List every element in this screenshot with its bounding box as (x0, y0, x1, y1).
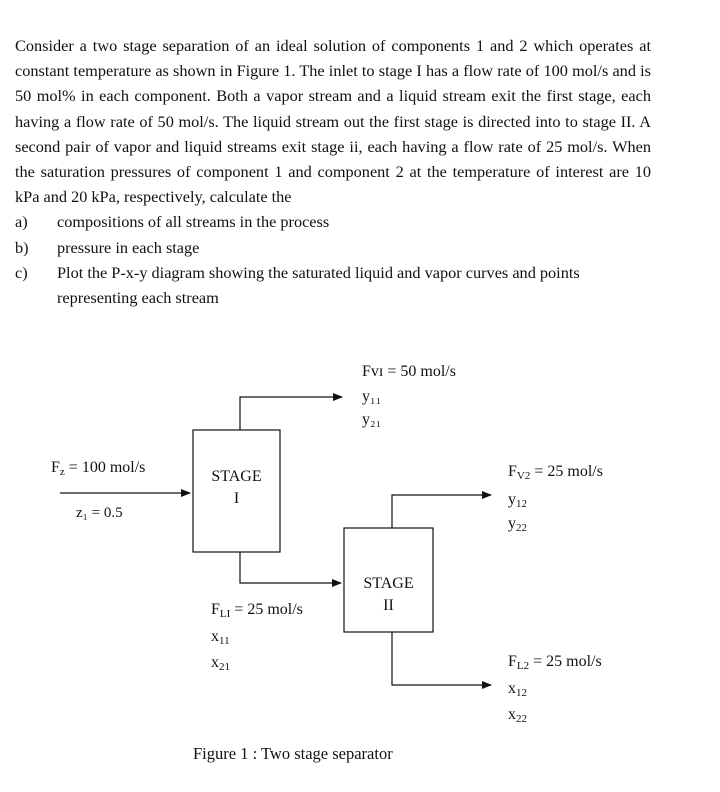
liquid-1-flow-subscript: LI (219, 608, 231, 620)
liquid-1-stream-arrow (240, 552, 341, 583)
liquid-2-flow-subscript: L2 (516, 660, 530, 672)
liquid-1-x1-subscript: 11 (219, 635, 230, 647)
question-b-mark: b) (15, 237, 29, 257)
liquid-2-x1-subscript: 12 (516, 687, 527, 699)
vapor-2-y1-label (508, 492, 527, 510)
stage-2-label (344, 573, 433, 617)
liquid-1-x2-symbol: x (211, 654, 219, 671)
liquid-1-flow-value: = 25 mol/s (230, 601, 303, 618)
liquid-2-x2-subscript: 22 (516, 713, 527, 725)
feed-flow-value: = 100 mol/s (64, 459, 146, 476)
question-b-text: pressure in each stage (57, 237, 200, 257)
liquid-2-x2-label (508, 707, 527, 725)
question-c-text: Plot the P-x-y diagram showing the saturated liquid and vapor curves and points representing each stream (57, 262, 580, 308)
stage-1-label-line2: I (233, 490, 240, 507)
liquid-2-x1-label (508, 681, 527, 699)
liquid-1-x2-subscript: 21 (219, 661, 230, 673)
liquid-1-x2-label (211, 655, 230, 673)
liquid-1-x1-label (211, 629, 230, 647)
vapor-2-stream-arrow (392, 495, 491, 528)
vapor-2-flow-symbol: F (508, 463, 517, 480)
vapor-2-y1-symbol: y (508, 491, 516, 508)
liquid-2-stream-arrow (392, 632, 491, 685)
vapor-2-y1-subscript: 12 (516, 498, 527, 510)
liquid-1-x1-symbol: x (211, 628, 219, 645)
feed-flow-label (51, 460, 145, 478)
feed-flow-symbol: F (51, 459, 60, 476)
liquid-2-x1-symbol: x (508, 680, 516, 697)
vapor-1-stream-arrow (240, 397, 342, 430)
problem-paragraph: Consider a two stage separation of an ideal solution of components 1 and 2 which operates at constant temperature as shown in Figure 1. The inlet to stage I has a flow rate of 100 mol/s and is 50 mol% in each component. Both a vapor stream and a liquid stream exit the first stage, each having a flow rate of 50 mol/s. The liquid stream out the first stage is directed into to stage II. A second pair of vapor and liquid streams exit stage ii, each having a flow rate of 25 mol/s. When the saturation pressures of component 1 and component 2 at the temperature of interest are 10 kPa and 20 kPa, respectively, calculate the (15, 36, 651, 207)
vapor-2-y2-symbol: y (508, 515, 516, 532)
vapor-1-flow-label: Fᴠɪ = 50 mol/s (362, 363, 456, 380)
vapor-1-y1-label: y₁₁ (362, 388, 382, 405)
liquid-2-x2-symbol: x (508, 706, 516, 723)
vapor-2-flow-value: = 25 mol/s (530, 463, 603, 480)
liquid-2-flow-symbol: F (508, 653, 517, 670)
feed-composition-label: z₁ = 0.5 (76, 505, 123, 521)
stage-2-label-line1: STAGE (363, 575, 414, 592)
question-c-mark: c) (15, 262, 28, 282)
liquid-1-flow-label (211, 602, 303, 620)
vapor-1-y2-label: y₂₁ (362, 411, 382, 428)
vapor-2-y2-subscript: 22 (516, 522, 527, 534)
stage-1-label-line1: STAGE (211, 468, 262, 485)
question-a-text: compositions of all streams in the process (57, 212, 330, 232)
liquid-2-flow-value: = 25 mol/s (529, 653, 602, 670)
figure-caption: Figure 1 : Two stage separator (193, 744, 393, 763)
vapor-2-flow-subscript: V2 (516, 470, 531, 482)
vapor-2-flow-label (508, 464, 603, 482)
liquid-2-flow-label (508, 654, 602, 672)
vapor-2-y2-label (508, 516, 527, 534)
feed-flow-subscript: z (59, 466, 65, 478)
question-a-mark: a) (15, 212, 28, 232)
liquid-1-flow-symbol: F (211, 601, 220, 618)
stage-1-label (193, 466, 280, 510)
stage-2-label-line2: II (383, 597, 394, 614)
